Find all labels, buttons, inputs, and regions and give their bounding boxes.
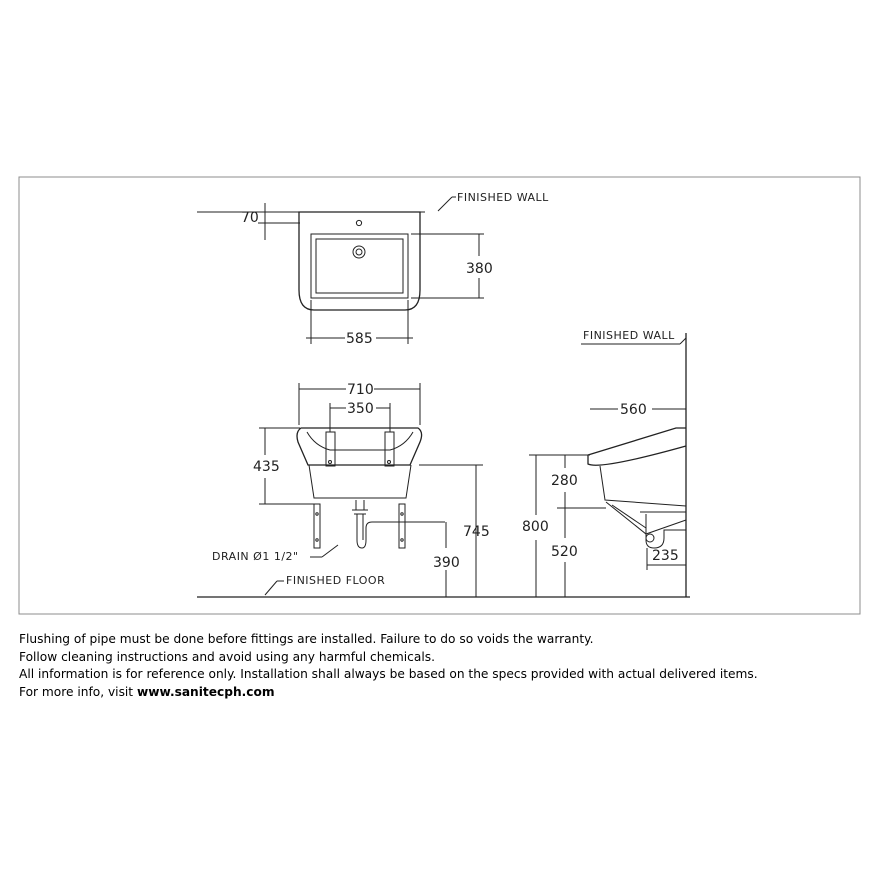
top-view <box>197 191 549 347</box>
dim-front-rim: 745 <box>463 524 490 540</box>
side-view <box>522 329 686 597</box>
dim-top-depth: 70 <box>241 210 259 226</box>
note-flushing: Flushing of pipe must be done before fittings are installed. Failure to do so voids the warranty. <box>19 632 594 646</box>
dim-front-width: 710 <box>347 382 374 398</box>
note-reference: All information is for reference only. Installation shall always be based on the specs provided with actual delivered items. <box>19 667 758 681</box>
website-link[interactable]: www.sanitecph.com <box>136 684 275 699</box>
front-view <box>212 382 490 597</box>
label-finished-floor: FINISHED FLOOR <box>286 574 386 587</box>
dim-side-projection: 560 <box>620 402 647 418</box>
dim-side-trap: 235 <box>652 548 679 564</box>
dim-front-bracket: 350 <box>347 401 374 417</box>
dim-top-width: 585 <box>346 331 373 347</box>
label-finished-wall-top: FINISHED WALL <box>457 191 549 204</box>
dim-side-lower: 520 <box>551 544 578 560</box>
notes-block <box>19 631 859 701</box>
dim-top-bowl: 380 <box>466 261 493 277</box>
note-more-info-prefix: For more info, visit <box>19 684 137 699</box>
note-cleaning: Follow cleaning instructions and avoid using any harmful chemicals. <box>19 649 435 664</box>
dim-side-bowl: 280 <box>551 473 578 489</box>
label-drain: DRAIN Ø1 1/2" <box>212 550 299 563</box>
dim-front-height: 435 <box>253 459 280 475</box>
dim-front-drain: 390 <box>433 555 460 571</box>
note-more-info <box>19 684 859 702</box>
label-finished-wall-side: FINISHED WALL <box>583 329 675 342</box>
dim-side-total: 800 <box>522 519 549 535</box>
drawing-frame <box>19 177 860 614</box>
